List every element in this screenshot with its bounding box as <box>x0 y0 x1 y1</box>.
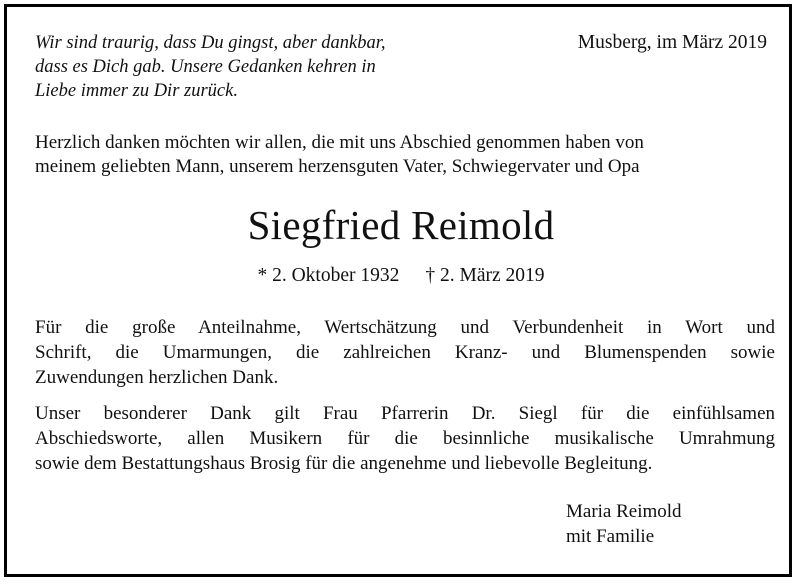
quote-line: Liebe immer zu Dir zurück. <box>35 81 238 101</box>
life-dates <box>7 263 795 289</box>
thanks-paragraph-1 <box>35 315 775 390</box>
paragraph-line: Abschiedsworte, allen Musikern für die besinnliche musikalische Umrahmung <box>35 428 775 449</box>
death-date: † 2. März 2019 <box>425 265 545 286</box>
memorial-quote <box>35 31 455 103</box>
paragraph-line: Zuwendungen herzlichen Dank. <box>35 367 279 388</box>
paragraph-line: Schrift, die Umarmungen, die zahlreichen Kranz- und Blumenspenden sowie <box>35 342 775 363</box>
signature-family: mit Familie <box>566 526 655 547</box>
place-date: Musberg, im März 2019 <box>577 32 767 53</box>
paragraph-line: Für die große Anteilnahme, Wertschätzung und Verbundenheit in Wort und <box>35 317 775 338</box>
thanks-paragraph-2 <box>35 401 775 476</box>
paragraph-line: sowie dem Bestattungshaus Brosig für die angenehme und liebevolle Begleitung. <box>35 453 653 474</box>
signature-name: Maria Reimold <box>566 501 682 522</box>
intro-line: Herzlich danken möchten wir allen, die mit uns Abschied genommen haben von <box>35 132 644 153</box>
obituary-frame <box>4 4 792 577</box>
quote-line: dass es Dich gab. Unsere Gedanken kehren in <box>35 57 376 77</box>
quote-line: Wir sind traurig, dass Du gingst, aber dankbar, <box>35 33 386 53</box>
deceased-name: Siegfried Reimold <box>247 202 555 248</box>
paragraph-line: Unser besonderer Dank gilt Frau Pfarrerin Dr. Siegl für die einfühlsamen <box>35 403 775 424</box>
intro-text <box>35 131 775 179</box>
birth-date: * 2. Oktober 1932 <box>257 265 400 286</box>
signature <box>566 499 682 549</box>
intro-line: meinem geliebten Mann, unserem herzensguten Vater, Schwiegervater und Opa <box>35 156 640 177</box>
